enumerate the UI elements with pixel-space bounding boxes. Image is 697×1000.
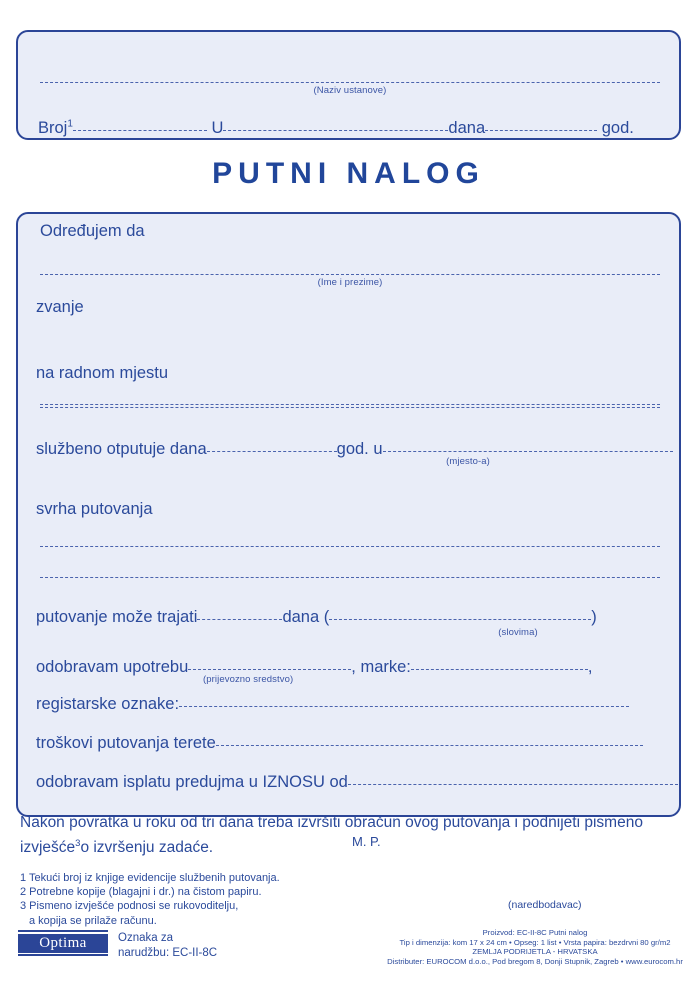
brand-field[interactable] — [411, 655, 588, 670]
product-info-line: Proizvod: EC-II-8C Putni nalog — [482, 928, 588, 937]
approve-use-label: odobravam upotrebu — [36, 658, 189, 677]
return-instructions — [20, 812, 660, 858]
workplace-field[interactable] — [40, 404, 660, 405]
job-title-field[interactable] — [40, 407, 660, 408]
transport-field[interactable] — [188, 655, 351, 670]
year-label: god. — [601, 119, 634, 138]
brand-label: , marke: — [351, 658, 411, 677]
number-label: Broj — [38, 119, 68, 138]
person-name-field[interactable] — [40, 274, 660, 275]
order-code-line2: narudžbu: EC-II-8C — [118, 946, 218, 959]
duration-close-paren: ) — [591, 608, 597, 627]
stamp-label: M. P. — [352, 834, 381, 849]
departure-row — [36, 437, 673, 459]
costs-row — [36, 731, 643, 753]
registration-field[interactable] — [179, 692, 629, 707]
destination-caption: (mjesto-a) — [446, 456, 490, 467]
return-instructions-line2: izvješće — [20, 839, 76, 857]
person-name-caption: (Ime i prezime) — [317, 277, 383, 288]
workplace-label: na radnom mjestu — [36, 364, 169, 382]
institution-name-field[interactable] — [40, 82, 660, 83]
footnote-item: 3 Pismeno izvješće podnosi se rukovoditelju, — [20, 900, 239, 913]
logo-text: Optima — [39, 934, 87, 951]
registration-label: registarske oznake: — [36, 695, 180, 714]
duration-days-field[interactable] — [197, 605, 282, 620]
day-label: dana — [448, 119, 486, 138]
return-instructions-line2-rest: o izvršenju zadaće. — [80, 839, 214, 857]
signature-caption: (naredbodavac) — [508, 899, 582, 911]
logo-rule-bottom — [18, 954, 108, 956]
duration-words-field[interactable] — [329, 605, 591, 620]
number-place-date-row — [38, 116, 666, 138]
duration-days-label: dana ( — [282, 608, 330, 627]
institution-name-caption: (Naziv ustanove) — [313, 85, 387, 96]
place-input-field[interactable] — [223, 116, 448, 131]
job-title-label: zvanje — [36, 298, 84, 316]
purpose-field-line1[interactable] — [40, 546, 660, 547]
logo-box — [18, 934, 108, 953]
footnotes-list — [20, 871, 440, 928]
departure-label: službeno otputuje dana — [36, 440, 207, 459]
purpose-label: svrha putovanja — [36, 500, 153, 518]
return-instructions-line1: Nakon povratka u roku od tri dana treba izvršiti obračun ovog putovanja i podnijeti pismeno — [20, 814, 643, 831]
order-code-line1: Oznaka za — [118, 932, 173, 944]
advance-field[interactable] — [348, 770, 678, 785]
costs-label: troškovi putovanja terete — [36, 734, 216, 753]
number-superscript: 1 — [67, 118, 73, 130]
product-info-line: Distributer: EUROCOM d.o.o., Pod bregom 8, Donji Stupnik, Zagreb • www.eurocom.hr — [387, 956, 683, 966]
optima-logo — [18, 930, 108, 956]
header-form-box — [16, 30, 681, 140]
duration-words-caption: (slovima) — [498, 627, 538, 638]
product-info-line: ZEMLJA PODRIJETLA - HRVATSKA — [472, 947, 598, 957]
footnote-item: a kopija se prilaže računu. — [29, 914, 157, 927]
footnote-item: 1 Tekući broj iz knjige evidencije službenih putovanja. — [20, 872, 280, 884]
transport-caption: (prijevozno sredstvo) — [203, 674, 294, 685]
product-info — [380, 928, 690, 966]
return-instructions-superscript: 3 — [75, 838, 81, 849]
footnote-item: 2 Potrebne kopije (blagajni i dr.) na čistom papiru. — [20, 886, 262, 899]
brand-trailing-comma: , — [587, 658, 593, 677]
costs-field[interactable] — [216, 731, 643, 746]
duration-row — [36, 605, 597, 627]
order-code — [118, 931, 298, 960]
page-title: PUTNI NALOG — [212, 157, 485, 190]
advance-label: odobravam isplatu predujma u IZNOSU od — [36, 773, 348, 792]
destination-field[interactable] — [383, 437, 673, 452]
duration-label: putovanje može trajati — [36, 608, 198, 627]
approve-transport-row — [36, 655, 592, 677]
product-info-line: Tip i dimenzija: kom 17 x 24 cm • Opseg: 1 list • Vrsta papira: bezdrvni 80 gr/m2 — [399, 937, 671, 947]
departure-date-field[interactable] — [207, 437, 337, 452]
purpose-field-line2[interactable] — [40, 577, 660, 578]
determine-label: Određujem da — [40, 222, 145, 240]
advance-row — [36, 770, 678, 792]
registration-row — [36, 692, 629, 714]
day-input-field[interactable] — [485, 116, 597, 131]
number-input-field[interactable] — [73, 116, 207, 131]
place-label: U — [211, 119, 224, 138]
departure-year-label: god. u — [336, 440, 383, 459]
logo-rule-top — [18, 930, 108, 932]
